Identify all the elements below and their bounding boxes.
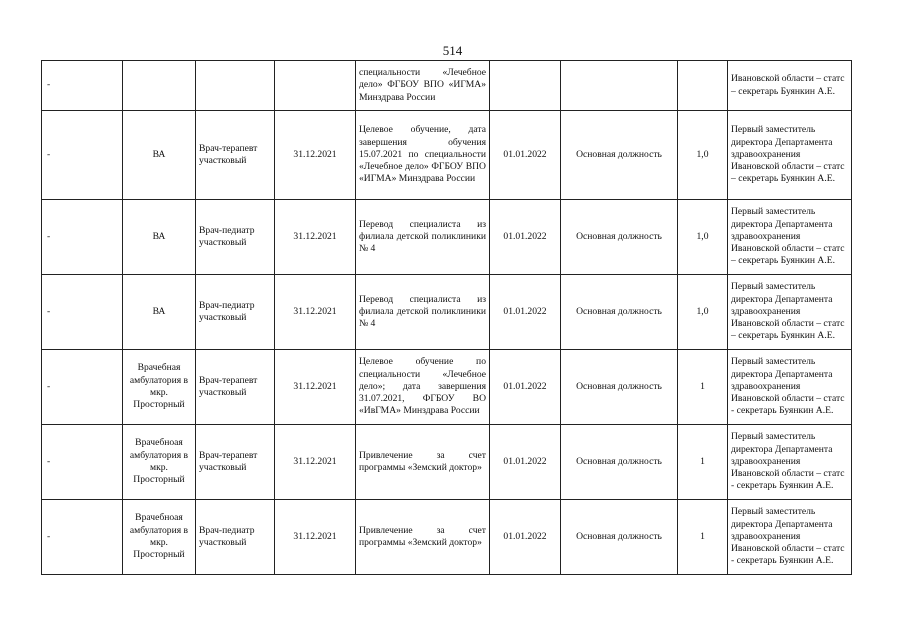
cell-responsible <box>728 350 852 425</box>
cell-hire-date <box>490 350 561 425</box>
cell-hire-date-text: 01.01.2022 <box>503 530 547 542</box>
table-row <box>42 61 852 111</box>
cell-rate-text: 1,0 <box>696 305 709 317</box>
cell-basis <box>356 61 490 111</box>
cell-vacancy-date <box>275 500 356 575</box>
cell-vacancy-date <box>275 61 356 111</box>
cell-post-type-text: Основная должность <box>576 230 662 242</box>
cell-organization-text: Врачебноая амбулатория в мкр. Просторный <box>129 512 189 561</box>
cell-post-type <box>561 500 678 575</box>
cell-vacancy-date-text: 31.12.2021 <box>293 530 337 542</box>
cell-basis <box>356 500 490 575</box>
cell-rate <box>678 111 728 200</box>
cell-rate-text: 1,0 <box>696 148 709 160</box>
cell-number <box>42 275 123 350</box>
cell-number-text: - <box>47 530 51 542</box>
cell-number <box>42 500 123 575</box>
cell-responsible-text: Первый заместитель директора Департамента здравоохранения Ивановской области – статс - секретарь Буянкин А.Е. <box>731 431 845 492</box>
cell-hire-date <box>490 61 561 111</box>
table-row <box>42 200 852 275</box>
cell-post-type <box>561 425 678 500</box>
cell-basis <box>356 200 490 275</box>
cell-basis-text: Привлечение за счет программы «Земский доктор» <box>359 449 486 473</box>
cell-hire-date <box>490 111 561 200</box>
cell-position-text: Врач-терапевт участковый <box>199 142 258 166</box>
cell-responsible <box>728 61 852 111</box>
cell-position <box>196 500 275 575</box>
cell-responsible-text: Первый заместитель директора Департамента здравоохранения Ивановской области – статс – секретарь Буянкин А.Е. <box>731 124 845 185</box>
cell-responsible <box>728 111 852 200</box>
cell-vacancy-date-text: 31.12.2021 <box>293 148 337 160</box>
staffing-table <box>41 60 852 575</box>
cell-responsible-text: Первый заместитель директора Департамента здравоохранения Ивановской области – статс – секретарь Буянкин А.Е. <box>731 281 845 342</box>
cell-organization <box>123 111 196 200</box>
cell-hire-date-text: 01.01.2022 <box>503 380 547 392</box>
cell-vacancy-date-text: 31.12.2021 <box>293 230 337 242</box>
cell-organization <box>123 200 196 275</box>
cell-rate-text: 1,0 <box>696 230 709 242</box>
cell-rate <box>678 275 728 350</box>
cell-hire-date <box>490 200 561 275</box>
cell-basis <box>356 350 490 425</box>
cell-hire-date <box>490 275 561 350</box>
cell-hire-date <box>490 500 561 575</box>
cell-rate-text: 1 <box>700 455 705 467</box>
cell-organization-text: Врачебноая амбулатория в мкр. Просторный <box>129 437 189 486</box>
cell-organization <box>123 425 196 500</box>
cell-post-type <box>561 350 678 425</box>
cell-basis <box>356 425 490 500</box>
page-number: 514 <box>442 43 463 58</box>
cell-basis <box>356 111 490 200</box>
cell-number-text: - <box>47 79 51 91</box>
cell-number-text: - <box>47 305 51 317</box>
cell-post-type <box>561 111 678 200</box>
cell-basis <box>356 275 490 350</box>
cell-rate <box>678 61 728 111</box>
cell-post-type-text: Основная должность <box>576 455 662 467</box>
cell-basis-text: Привлечение за счет программы «Земский доктор» <box>359 524 486 548</box>
cell-basis-text: специальности «Лечебное дело» ФГБОУ ВПО «ИГМА» Минздрава России <box>359 67 486 103</box>
cell-post-type <box>561 200 678 275</box>
cell-number-text: - <box>47 230 51 242</box>
cell-basis-text: Перевод специалиста из филиала детской поликлиники № 4 <box>359 218 486 255</box>
cell-organization <box>123 61 196 111</box>
cell-position <box>196 425 275 500</box>
cell-position-text: Врач-педиатр участковый <box>199 299 255 323</box>
cell-position <box>196 275 275 350</box>
cell-number-text: - <box>47 148 51 160</box>
cell-number <box>42 111 123 200</box>
cell-number-text: - <box>47 380 51 392</box>
cell-basis-text: Целевое обучение по специальности «Лечебное дело»; дата завершения 31.07.2021, ФГБОУ ВО «ИвГМА» Минздрава России <box>359 356 486 417</box>
table-row <box>42 275 852 350</box>
cell-post-type-text: Основная должность <box>576 305 662 317</box>
cell-post-type-text: Основная должность <box>576 380 662 392</box>
cell-organization-text: ВА <box>152 148 166 160</box>
cell-responsible-text: Ивановской области – статс – секретарь Буянкин А.Е. <box>731 73 845 97</box>
cell-rate <box>678 200 728 275</box>
cell-organization <box>123 350 196 425</box>
cell-organization <box>123 500 196 575</box>
cell-number-text: - <box>47 455 51 467</box>
cell-rate-text: 1 <box>700 380 705 392</box>
cell-position <box>196 61 275 111</box>
cell-hire-date-text: 01.01.2022 <box>503 230 547 242</box>
cell-vacancy-date <box>275 200 356 275</box>
cell-hire-date-text: 01.01.2022 <box>503 455 547 467</box>
cell-position <box>196 111 275 200</box>
cell-position-text: Врач-терапевт участковый <box>199 374 258 398</box>
cell-responsible <box>728 500 852 575</box>
cell-vacancy-date <box>275 111 356 200</box>
cell-basis-text: Целевое обучение, дата завершения обучения 15.07.2021 по специальности «Лечебное дело» ФГБОУ ВПО «ИГМА» Минздрава России <box>359 124 486 185</box>
cell-vacancy-date-text: 31.12.2021 <box>293 455 337 467</box>
cell-organization-text: ВА <box>152 230 166 242</box>
cell-vacancy-date-text: 31.12.2021 <box>293 380 337 392</box>
cell-vacancy-date <box>275 275 356 350</box>
cell-responsible-text: Первый заместитель директора Департамента здравоохранения Ивановской области – статс - секретарь Буянкин А.Е. <box>731 356 845 417</box>
cell-organization-text: Врачебная амбулатория в мкр. Просторный <box>129 362 189 411</box>
cell-position <box>196 200 275 275</box>
cell-vacancy-date-text: 31.12.2021 <box>293 305 337 317</box>
cell-responsible-text: Первый заместитель директора Департамента здравоохранения Ивановской области – статс - секретарь Буянкин А.Е. <box>731 506 845 567</box>
cell-rate <box>678 350 728 425</box>
cell-number <box>42 61 123 111</box>
cell-rate <box>678 500 728 575</box>
cell-position-text: Врач-педиатр участковый <box>199 524 255 548</box>
cell-number <box>42 200 123 275</box>
table-row <box>42 500 852 575</box>
cell-post-type <box>561 275 678 350</box>
cell-vacancy-date <box>275 350 356 425</box>
cell-hire-date-text: 01.01.2022 <box>503 305 547 317</box>
cell-hire-date-text: 01.01.2022 <box>503 148 547 160</box>
cell-number <box>42 350 123 425</box>
cell-position-text: Врач-педиатр участковый <box>199 224 255 248</box>
cell-rate-text: 1 <box>700 530 705 542</box>
cell-hire-date <box>490 425 561 500</box>
cell-position <box>196 350 275 425</box>
cell-vacancy-date <box>275 425 356 500</box>
cell-organization <box>123 275 196 350</box>
table-row <box>42 350 852 425</box>
cell-position-text: Врач-терапевт участковый <box>199 449 258 473</box>
cell-post-type-text: Основная должность <box>576 148 662 160</box>
cell-number <box>42 425 123 500</box>
cell-responsible <box>728 200 852 275</box>
cell-organization-text: ВА <box>152 305 166 317</box>
cell-rate <box>678 425 728 500</box>
cell-responsible <box>728 425 852 500</box>
cell-post-type <box>561 61 678 111</box>
table-row <box>42 425 852 500</box>
cell-post-type-text: Основная должность <box>576 530 662 542</box>
table-row <box>42 111 852 200</box>
cell-responsible-text: Первый заместитель директора Департамента здравоохранения Ивановской области – статс – секретарь Буянкин А.Е. <box>731 206 845 267</box>
cell-basis-text: Перевод специалиста из филиала детской поликлиники № 4 <box>359 293 486 330</box>
cell-responsible <box>728 275 852 350</box>
